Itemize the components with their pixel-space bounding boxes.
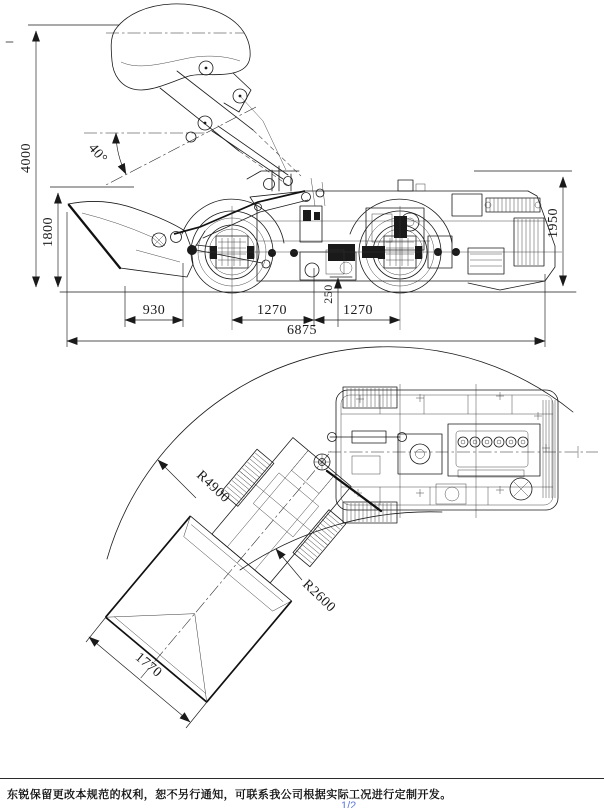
dump-angle-annotation xyxy=(84,107,256,186)
dim-wheelbase-rear-label: 1270 xyxy=(343,303,373,318)
outer-turning-radius-label: R4900 xyxy=(193,467,233,507)
side-elevation-view xyxy=(19,4,576,347)
dimension-ground-clearance xyxy=(321,278,338,327)
rear-body-plan xyxy=(314,384,598,523)
dim-front-overhang-label: 930 xyxy=(142,303,166,318)
dimension-wheelbase-front xyxy=(232,268,314,327)
dim-overall-length-label: 6875 xyxy=(287,323,317,338)
bucket-side xyxy=(68,201,193,277)
inner-turning-radius-label: R2600 xyxy=(299,577,339,616)
dim-overall-height-label: 4000 xyxy=(19,143,34,173)
dim-bucket-height-label: 1800 xyxy=(41,217,56,247)
footer-note: 东锐保留更改本规范的权利，恕不另行通知，可联系我公司根据实际工况进行定制开发。 xyxy=(7,789,452,801)
dump-angle-label: 40° xyxy=(84,140,110,167)
outer-turning-arc xyxy=(107,347,573,559)
page-number-fragment: 1/2 xyxy=(341,800,357,808)
dimension-bucket-width xyxy=(86,617,207,728)
raised-bucket-phantom xyxy=(106,4,301,186)
dim-wheelbase-front-label: 1270 xyxy=(257,303,287,318)
dim-bucket-width-label: 1770 xyxy=(131,649,165,681)
dim-rear-height-label: 1950 xyxy=(546,208,561,238)
dimension-wheelbase-rear xyxy=(314,303,400,320)
outer-radius-leader xyxy=(158,460,196,498)
dimension-rear-height xyxy=(474,171,572,286)
dimension-overall-length xyxy=(67,212,545,347)
footer-divider xyxy=(0,778,604,779)
turning-radius-plan-view xyxy=(86,347,598,728)
dim-ground-clearance-label: 250 xyxy=(321,284,335,304)
inner-radius-leader xyxy=(276,549,302,580)
inner-turning-arc xyxy=(240,512,442,570)
front-frame-plan xyxy=(90,409,381,721)
dimension-bucket-height xyxy=(41,187,134,287)
